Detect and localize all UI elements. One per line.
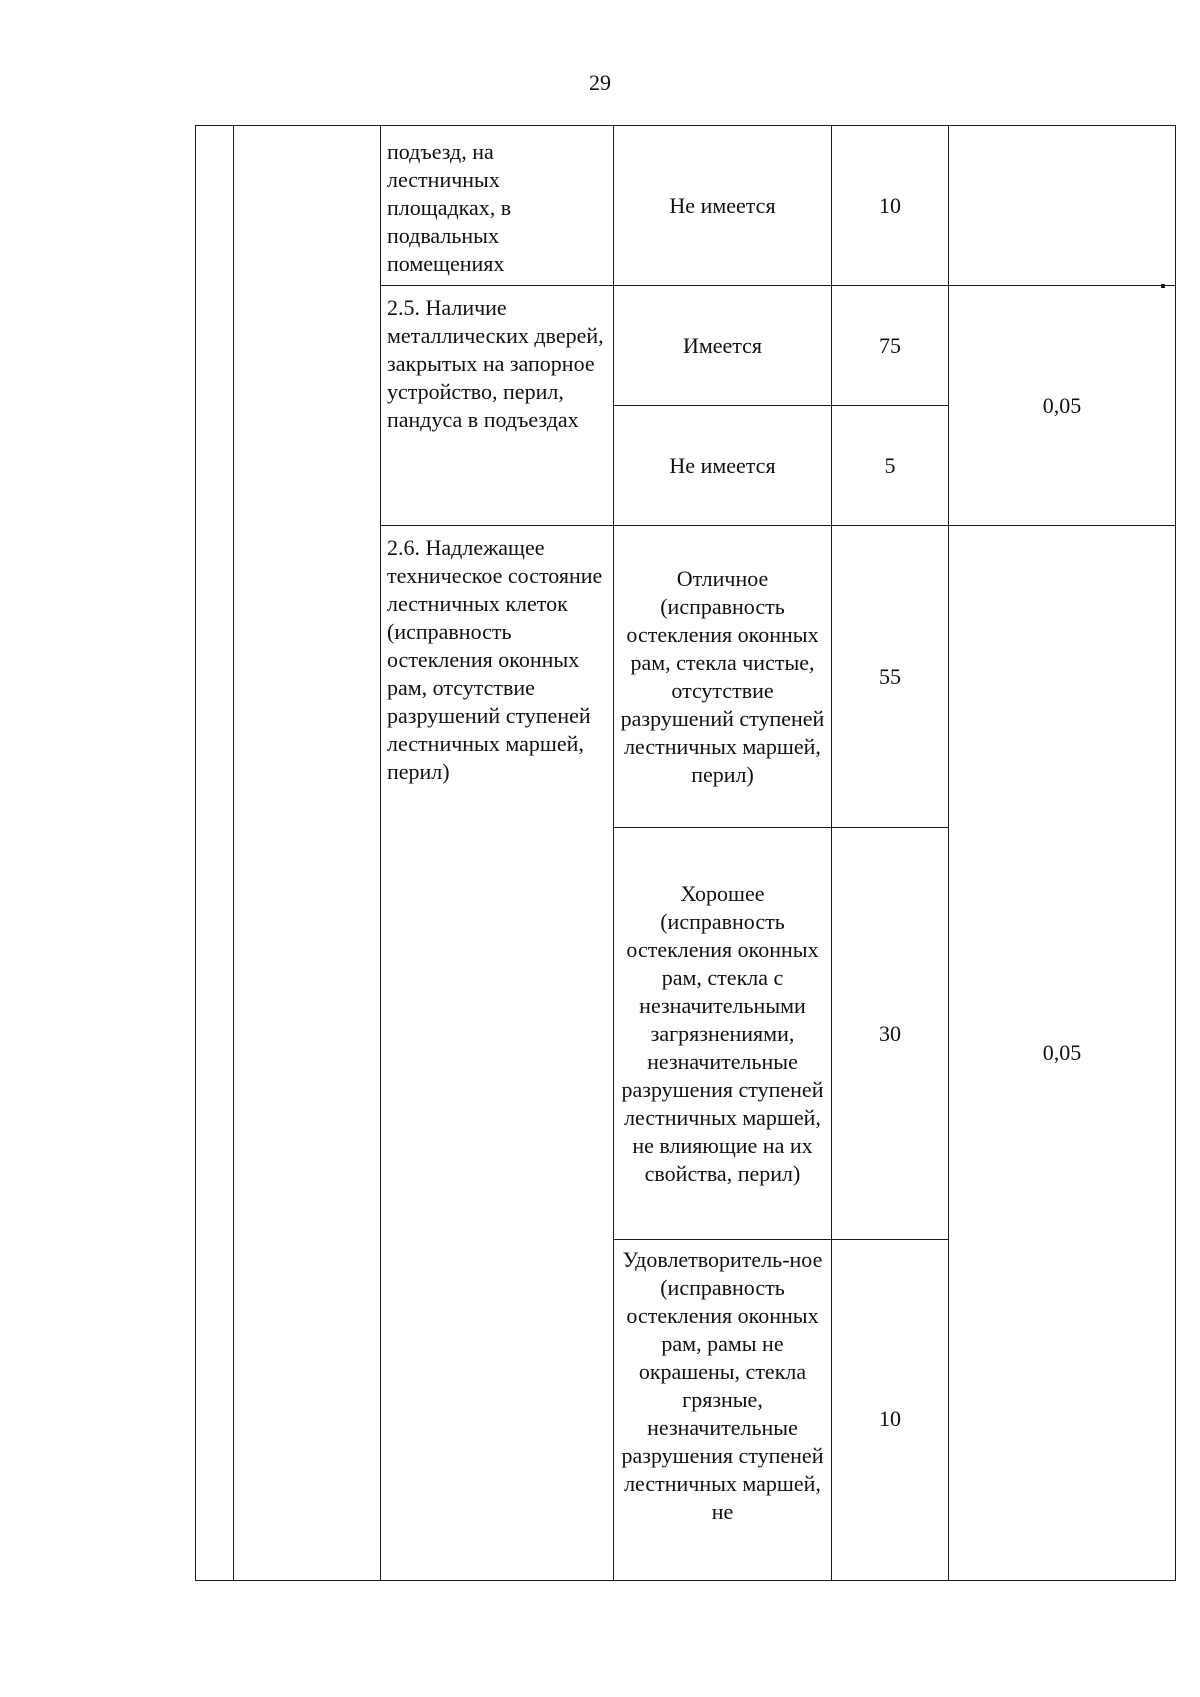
value-cell: Не имеется (614, 406, 832, 526)
indicator-column-cell (234, 126, 381, 1581)
value-cell: Имеется (614, 286, 832, 406)
value-cell: Не имеется (614, 126, 832, 286)
score-cell: 10 (832, 126, 949, 286)
value-cell: Удовлетворитель-ное (исправность остекления оконных рам, рамы не окрашены, стекла грязные, незначительные разрушения ступеней лестничных маршей, не (614, 1240, 832, 1581)
scan-speck: ▪ (1160, 278, 1166, 295)
page-number: 29 (589, 70, 611, 95)
value-cell: Хорошее (исправность остекления оконных рам, стекла с незначительными загрязнениями, незначительные разрушения ступеней лестничных маршей, не влияющие на их свойства, перил) (614, 828, 832, 1240)
criterion-cell: подъезд, на лестничных площадках, в подвальных помещениях (381, 126, 614, 286)
score-cell: 75 (832, 286, 949, 406)
number-column-cell (196, 126, 234, 1581)
score-cell: 55 (832, 526, 949, 828)
table-row (196, 126, 1176, 286)
criterion-cell: 2.5. Наличие металлических дверей, закрытых на запорное устройство, перил, пандуса в подъездах (381, 286, 614, 526)
score-cell: 5 (832, 406, 949, 526)
weight-cell: 0,05 (949, 526, 1176, 1581)
value-cell: Отличное (исправность остекления оконных рам, стекла чистые, отсутствие разрушений ступеней лестничных маршей, перил) (614, 526, 832, 828)
criteria-table (195, 125, 1176, 1581)
weight-cell (949, 126, 1176, 286)
weight-cell: 0,05 (949, 286, 1176, 526)
score-cell: 30 (832, 828, 949, 1240)
score-cell: 10 (832, 1240, 949, 1581)
criterion-cell: 2.6. Надлежащее техническое состояние лестничных клеток (исправность остекления оконных рам, отсутствие разрушений ступеней лестничных маршей, перил) (381, 526, 614, 1581)
